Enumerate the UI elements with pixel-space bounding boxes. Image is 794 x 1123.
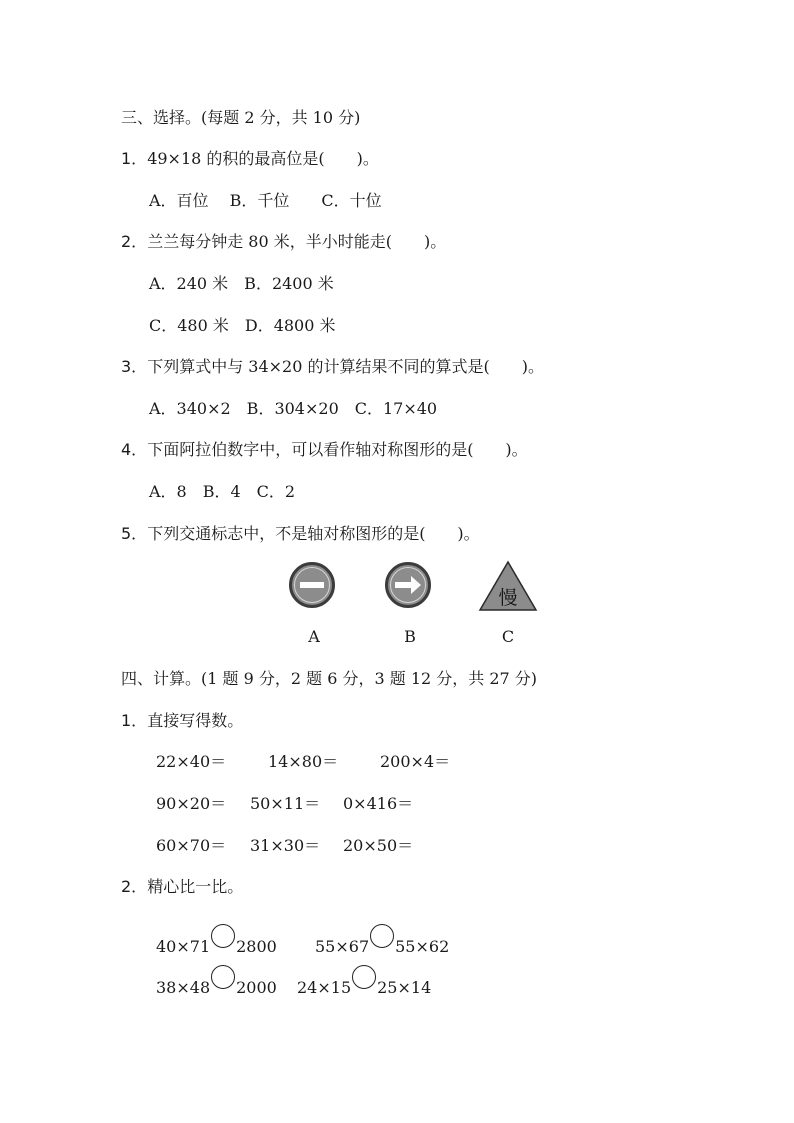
slow-sign-char: 慢	[498, 587, 518, 609]
question-4-options: A．8 B．4 C．2	[149, 482, 296, 501]
compare-right: 25×14	[377, 978, 432, 997]
question-text: 下面阿拉伯数字中，可以看作轴对称图形的是( )。	[147, 440, 528, 459]
calc-item: 22×40＝	[156, 752, 227, 771]
compare-answer-circle[interactable]	[352, 965, 376, 989]
sign-label-a: A	[308, 627, 320, 646]
question-text: 下列交通标志中，不是轴对称图形的是( )。	[147, 524, 480, 543]
question-number: 2．	[121, 232, 148, 251]
question-number: 4．	[121, 440, 148, 459]
compare-left: 40×71	[156, 937, 211, 956]
question-number: 2．	[121, 877, 148, 896]
sign-label-c: C	[501, 627, 515, 646]
question-3-options: A．340×2 B．304×20 C．17×40	[149, 399, 438, 418]
no-entry-sign-icon	[289, 562, 335, 608]
compare-item	[156, 965, 277, 998]
calc-question-1	[121, 711, 243, 731]
compare-item	[156, 924, 277, 957]
question-text: 精心比一比。	[147, 877, 244, 896]
right-arrow-sign-icon	[385, 562, 431, 608]
compare-item	[297, 965, 431, 998]
compare-answer-circle[interactable]	[211, 965, 235, 989]
calc-item: 20×50＝	[343, 836, 414, 855]
question-number: 5．	[121, 524, 148, 543]
compare-right: 55×62	[395, 937, 450, 956]
calc-question-2	[121, 877, 243, 897]
section4-title: 四、计算。(1 题 9 分，2 题 6 分，3 题 12 分，共 27 分)	[121, 669, 538, 688]
section3-title: 三、选择。(每题 2 分，共 10 分)	[121, 108, 361, 127]
compare-right: 2800	[236, 937, 277, 956]
compare-answer-circle[interactable]	[211, 924, 235, 948]
compare-item	[315, 924, 449, 957]
question-number: 1．	[121, 711, 148, 730]
calc-item: 50×11＝	[250, 794, 321, 813]
question-3	[121, 357, 544, 377]
question-1-options: A．百位 B．千位 C．十位	[149, 191, 382, 210]
question-5	[121, 524, 480, 544]
compare-right: 2000	[236, 978, 277, 997]
calc-item: 60×70＝	[156, 836, 227, 855]
compare-answer-circle[interactable]	[370, 924, 394, 948]
question-2-options-row1: A．240 米 B．2400 米	[149, 274, 334, 293]
calc-item: 90×20＝	[156, 794, 227, 813]
calc-item: 31×30＝	[250, 836, 321, 855]
question-number: 3．	[121, 357, 148, 376]
question-text: 兰兰每分钟走 80 米，半小时能走( )。	[147, 232, 447, 251]
compare-left: 38×48	[156, 978, 211, 997]
question-text: 下列算式中与 34×20 的计算结果不同的算式是( )。	[147, 357, 544, 376]
question-4	[121, 440, 528, 460]
calc-item: 14×80＝	[268, 752, 339, 771]
calc-item: 0×416＝	[343, 794, 414, 813]
calc-item: 200×4＝	[380, 752, 451, 771]
question-1	[121, 149, 379, 169]
question-2	[121, 232, 446, 252]
question-text: 直接写得数。	[147, 711, 244, 730]
question-2-options-row2: C．480 米 D．4800 米	[149, 316, 336, 335]
question-number: 1．	[121, 149, 148, 168]
compare-left: 24×15	[297, 978, 352, 997]
slow-triangle-sign-icon	[478, 560, 538, 612]
compare-left: 55×67	[315, 937, 370, 956]
question-text: 49×18 的积的最高位是( )。	[147, 149, 379, 168]
sign-label-b: B	[404, 627, 416, 646]
